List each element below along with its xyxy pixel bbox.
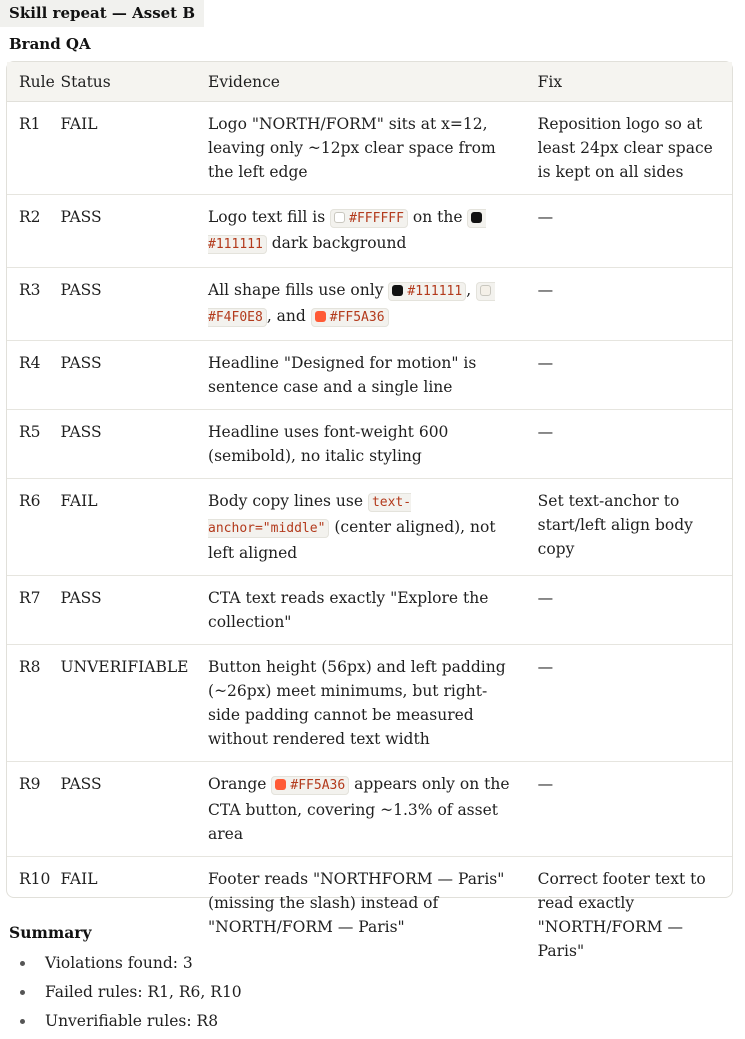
status-cell: PASS bbox=[48, 268, 196, 341]
evidence-text: Body copy lines use bbox=[208, 492, 368, 510]
evidence-text: Headline "Designed for motion" is sentence case and a single line bbox=[208, 354, 477, 396]
fix-cell: — bbox=[526, 341, 732, 410]
evidence-text: Logo "NORTH/FORM" sits at x=12, leaving only ~12px clear space from the left edge bbox=[208, 115, 496, 181]
evidence-text: dark background bbox=[266, 234, 407, 252]
rule-cell: R1 bbox=[7, 102, 48, 195]
color-chip bbox=[271, 776, 349, 795]
evidence-text: on the bbox=[407, 208, 468, 226]
evidence-cell bbox=[196, 762, 526, 857]
table-row bbox=[7, 479, 732, 576]
column-header-evidence: Evidence bbox=[196, 62, 526, 102]
rule-cell: R6 bbox=[7, 479, 48, 576]
inline-code: text-anchor="middle" bbox=[208, 495, 412, 536]
color-hex-label: #111111 bbox=[208, 237, 263, 252]
table-row bbox=[7, 645, 732, 762]
evidence-cell bbox=[196, 268, 526, 341]
status-cell: PASS bbox=[48, 576, 196, 645]
fix-cell: — bbox=[526, 195, 732, 268]
table-row bbox=[7, 576, 732, 645]
status-cell: UNVERIFIABLE bbox=[48, 645, 196, 762]
evidence-text: Logo text fill is bbox=[208, 208, 331, 226]
status-cell: PASS bbox=[48, 410, 196, 479]
rule-cell: R8 bbox=[7, 645, 48, 762]
color-swatch-icon bbox=[392, 285, 403, 296]
rule-cell: R2 bbox=[7, 195, 48, 268]
summary-title: Summary bbox=[9, 923, 92, 942]
status-cell: FAIL bbox=[48, 479, 196, 576]
table-body bbox=[7, 102, 732, 974]
page-title: Skill repeat — Asset B bbox=[0, 0, 204, 27]
color-swatch-icon bbox=[275, 779, 286, 790]
summary-list bbox=[17, 952, 242, 1039]
evidence-cell bbox=[196, 410, 526, 479]
color-hex-label: #FFFFFF bbox=[349, 211, 404, 226]
evidence-cell bbox=[196, 645, 526, 762]
qa-table bbox=[7, 62, 732, 973]
status-cell: FAIL bbox=[48, 102, 196, 195]
fix-cell: Reposition logo so at least 24px clear space is kept on all sides bbox=[526, 102, 732, 195]
table-row bbox=[7, 268, 732, 341]
table-row bbox=[7, 410, 732, 479]
title-block bbox=[0, 0, 204, 27]
evidence-text: Headline uses font-weight 600 (semibold), no italic styling bbox=[208, 423, 449, 465]
evidence-cell bbox=[196, 479, 526, 576]
evidence-text: , and bbox=[266, 307, 311, 325]
color-chip bbox=[330, 209, 408, 228]
table-header-row bbox=[7, 62, 732, 102]
color-swatch-icon bbox=[315, 311, 326, 322]
evidence-text: CTA text reads exactly "Explore the collection" bbox=[208, 589, 489, 631]
fix-cell: — bbox=[526, 268, 732, 341]
fix-cell: Set text-anchor to start/left align body copy bbox=[526, 479, 732, 576]
evidence-text: Orange bbox=[208, 775, 272, 793]
evidence-cell bbox=[196, 857, 526, 974]
evidence-text: All shape fills use only bbox=[208, 281, 389, 299]
status-cell: PASS bbox=[48, 762, 196, 857]
status-cell: PASS bbox=[48, 195, 196, 268]
column-header-status: Status bbox=[48, 62, 196, 102]
rule-cell: R10 bbox=[19, 870, 51, 888]
rule-cell: R7 bbox=[7, 576, 48, 645]
evidence-text: , bbox=[466, 281, 477, 299]
color-chip bbox=[388, 282, 466, 301]
evidence-cell bbox=[196, 341, 526, 410]
fix-cell: — bbox=[526, 645, 732, 762]
table-row bbox=[7, 102, 732, 195]
color-hex-label: #111111 bbox=[407, 284, 463, 299]
status-cell: PASS bbox=[48, 341, 196, 410]
status-cell: FAIL bbox=[60, 870, 98, 888]
evidence-text: Button height (56px) and left padding (~26px) meet minimums, but right-side padding cannot be measured without rendered text width bbox=[208, 658, 506, 748]
evidence-text: appears only on the CTA button, covering ~1.3% of asset area bbox=[208, 775, 510, 843]
color-hex-label: #FF5A36 bbox=[329, 310, 385, 325]
color-chip bbox=[311, 308, 389, 327]
fix-cell: — bbox=[526, 762, 732, 857]
fix-cell: Correct footer text to read exactly "NORTH/FORM — Paris" bbox=[537, 870, 706, 960]
evidence-cell bbox=[196, 195, 526, 268]
evidence-cell bbox=[196, 102, 526, 195]
table-row bbox=[7, 195, 732, 268]
color-hex-label: #F4F0E8 bbox=[208, 310, 263, 325]
table-row bbox=[7, 762, 732, 857]
color-swatch-icon bbox=[334, 212, 345, 223]
color-hex-label: #FF5A36 bbox=[290, 778, 346, 793]
color-swatch-icon bbox=[480, 285, 491, 296]
column-header-rule: Rule bbox=[7, 62, 48, 102]
rule-cell: R3 bbox=[7, 268, 48, 341]
rule-cell: R5 bbox=[7, 410, 48, 479]
column-header-fix: Fix bbox=[526, 62, 732, 102]
fix-cell: — bbox=[526, 576, 732, 645]
evidence-text: (center aligned), not left aligned bbox=[208, 518, 496, 562]
summary-item: Unverifiable rules: R8 bbox=[17, 1010, 242, 1039]
section-title: Brand QA bbox=[9, 35, 91, 53]
summary-item: Failed rules: R1, R6, R10 bbox=[17, 981, 242, 1010]
color-swatch-icon bbox=[471, 212, 482, 223]
fix-cell: — bbox=[526, 410, 732, 479]
table-row bbox=[7, 341, 732, 410]
summary-item: Violations found: 3 bbox=[17, 952, 242, 981]
rule-cell: R9 bbox=[7, 762, 48, 857]
rule-cell: R4 bbox=[7, 341, 48, 410]
evidence-text: Footer reads "NORTHFORM — Paris" (missing the slash) instead of "NORTH/FORM — Paris" bbox=[208, 870, 505, 936]
evidence-cell bbox=[196, 576, 526, 645]
